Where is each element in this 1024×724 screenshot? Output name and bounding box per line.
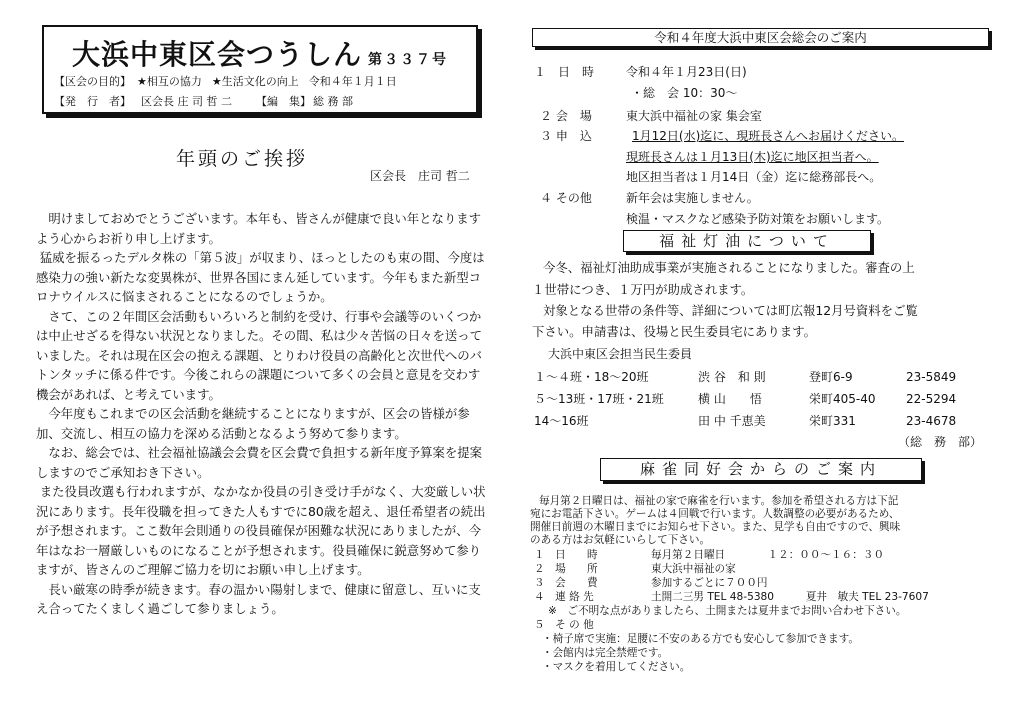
committee-address: 栄町331 <box>809 414 856 428</box>
meeting-place-label: ２ 会 場 <box>540 109 592 123</box>
mahjong-row-label: ２ 場 所 <box>534 563 598 575</box>
newsletter-name: 大浜中東区会つうしん <box>72 38 363 71</box>
committee-tel: 22-5294 <box>906 392 957 406</box>
mahjong-row-label: １ 日 時 <box>534 549 598 561</box>
meeting-other-label: ４ その他 <box>540 191 592 205</box>
greeting-author: 区会長 庄司 哲二 <box>370 169 470 183</box>
mahjong-other-item: ・会館内は完全禁煙です。 <box>542 647 669 659</box>
mahjong-intro: 宛にお電話下さい。ゲームは４回戦で行います。人数調整の必要があるため、 <box>530 508 900 520</box>
oil-paragraph: １世帯につき、１万円が助成されます。 <box>532 282 754 297</box>
meeting-apply-label: ３ 申 込 <box>540 129 592 143</box>
purpose-row <box>54 73 407 89</box>
newsletter-title <box>72 33 448 73</box>
issue-date: 令和４年１月１日 <box>308 75 397 88</box>
mahjong-row-value: 土開二三男 TEL 48-5380 夏井 敏夫 TEL 23-7607 <box>651 591 929 603</box>
mahjong-other-item: ・椅子席で実施：足腰に不安のある方でも安心して参加できます。 <box>542 633 859 645</box>
meeting-other-1: 新年会は実施しません。 <box>626 191 759 205</box>
mahjong-intro: のある方はお気軽にいらして下さい。 <box>530 534 711 546</box>
greeting-paragraph: 今年度もこれまでの区会活動を継続することになりますが、区会の皆様が参加、交流し、相互の協力を深める活動となるよう努めて参ります。 <box>36 406 470 441</box>
greeting-paragraph: さて、この２年間区会活動もいろいろと制約を受け、行事や会議等のいくつかは中止せざるを得ない状況となりました。その間、私は少々苦悩の日々を送っていました。それは現在区会の抱える課題、とりわけ役員の高齢化と次世代へのバトンタッチに係る件です。今後これらの課題について多くの会員と意見を交わす機会があれば、と考えています。 <box>36 308 483 402</box>
publisher: 区会長 庄 司 哲 二 <box>141 95 232 108</box>
mahjong-row-value: 東大浜中福祉の家 <box>651 563 736 575</box>
committee-group: １～４班・18～20班 <box>534 370 649 384</box>
greeting-paragraph: 長い厳寒の時季が続きます。春の温かい陽射しまで、健康に留意し、互いに支え合ってたくましく過ごして参りましょう。 <box>36 581 481 616</box>
oil-signature: （総 務 部） <box>898 435 983 449</box>
mahjong-row-label: ３ 会 費 <box>534 577 598 589</box>
meeting-date-value: 令和４年１月23日(日) <box>626 65 747 79</box>
committee-name: 横 山 悟 <box>698 392 762 406</box>
greeting-paragraph: 猛威を振るったデルタ株の「第５波」が収まり、ほっとしたのも束の間、今度は感染力の強い新たな変異株が、世界各国にまん延しています。今年もまた新型コロナウイルスに悩まされることになるのでしょうか。 <box>36 250 485 304</box>
meeting-title: 令和４年度大浜中東区会総会のご案内 <box>532 28 989 47</box>
newsletter-header <box>42 25 478 114</box>
oil-paragraph: 今冬、福祉灯油助成事業が実施されることになりました。審査の上 <box>543 260 915 275</box>
meeting-apply-3: 地区担当者は１月14日（金）迄に総務部長へ。 <box>626 170 882 184</box>
committee-tel: 23-4678 <box>906 414 957 428</box>
issue-number: 第３３７号 <box>368 52 449 68</box>
committee-title: 大浜中東区会担当民生委員 <box>548 347 693 361</box>
editor-label: 【編 集】 <box>256 95 311 108</box>
meeting-time-value: ・総 会 10：30～ <box>631 86 738 100</box>
purpose-item: ★生活文化の向上 <box>211 75 299 88</box>
oil-paragraph: 下さい。申請書は、役場と民生委員宅にあります。 <box>532 324 816 339</box>
greeting-paragraph: また役員改選も行われますが、なかなか役員の引き受け手がなく、大変厳しい状況にあります。長年役職を担ってきた人もすでに80歳を超え、退任希望者の続出が予想されます。ここ数年会則通りの役員確保が困難な状況にありましたが、今年はなお一層厳しいものになることが予想されます。役員確保に鋭意努めて参りますが、皆さんのご理解ご協力を切にお願い申し上げます。 <box>36 484 486 577</box>
mahjong-title: 麻雀同好会からのご案内 <box>600 458 922 481</box>
greeting-paragraph: 明けましておめでとうございます。本年も、皆さんが健康で良い年となりますよう心からお祈り申し上げます。 <box>36 211 482 246</box>
mahjong-row-value: 参加するごとに７００円 <box>651 577 768 589</box>
committee-group: ５～13班・17班・21班 <box>534 392 664 406</box>
committee-name: 渋 谷 和 則 <box>698 370 766 384</box>
mahjong-intro: 毎月第２日曜日は、福祉の家で麻雀を行います。参加を希望される方は下記 <box>539 495 899 507</box>
purpose-label: 【区会の目的】 <box>54 75 131 88</box>
committee-address: 登町6-9 <box>809 370 853 384</box>
committee-name: 田 中 千恵美 <box>698 414 766 428</box>
meeting-place-value: 東大浜中福祉の家 集会室 <box>626 109 762 123</box>
greeting-paragraph: なお、総会では、社会福祉協議会会費を区会費で負担する新年度予算案を提案しますのでご承知おき下さい。 <box>36 445 483 480</box>
purpose-item: ★相互の協力 <box>137 75 202 88</box>
right-column <box>512 0 1024 724</box>
mahjong-note: ※ ご不明な点がありましたら、土開または夏井までお問い合わせ下さい。 <box>548 605 907 617</box>
greeting-body <box>36 209 486 619</box>
publisher-label: 【発 行 者】 <box>54 95 131 108</box>
mahjong-row-value: 毎月第２日曜日 １２：００～１６：３０ <box>651 549 885 561</box>
meeting-other-2: 検温・マスクなど感染予防対策をお願いします。 <box>626 212 890 226</box>
oil-title: 福祉灯油について <box>623 230 871 252</box>
mahjong-other-item: ・マスクを着用してください。 <box>542 661 691 673</box>
editor: 総 務 部 <box>313 95 353 108</box>
oil-paragraph: 対象となる世帯の条件等、詳細については町広報12月号資料をご覧 <box>543 303 918 318</box>
mahjong-other-label: ５ そ の 他 <box>534 619 594 631</box>
mahjong-intro: 開催日前週の木曜日までにお知らせ下さい。また、見学も自由ですので、興味 <box>530 521 901 533</box>
publisher-row <box>54 93 363 109</box>
meeting-date-label: １ 日 時 <box>534 65 595 79</box>
mahjong-row-label: ４ 連 絡 先 <box>534 591 594 603</box>
meeting-apply-2: 現班長さんは１月13日(木)迄に地区担当者へ。 <box>626 150 879 164</box>
committee-address: 栄町405-40 <box>809 392 876 406</box>
committee-tel: 23-5849 <box>906 370 957 384</box>
greeting-title: 年頭のご挨拶 <box>176 148 309 170</box>
meeting-apply-1: 1月12日(水)迄に、現班長さんへお届けください。 <box>632 129 905 143</box>
committee-group: 14～16班 <box>534 414 589 428</box>
